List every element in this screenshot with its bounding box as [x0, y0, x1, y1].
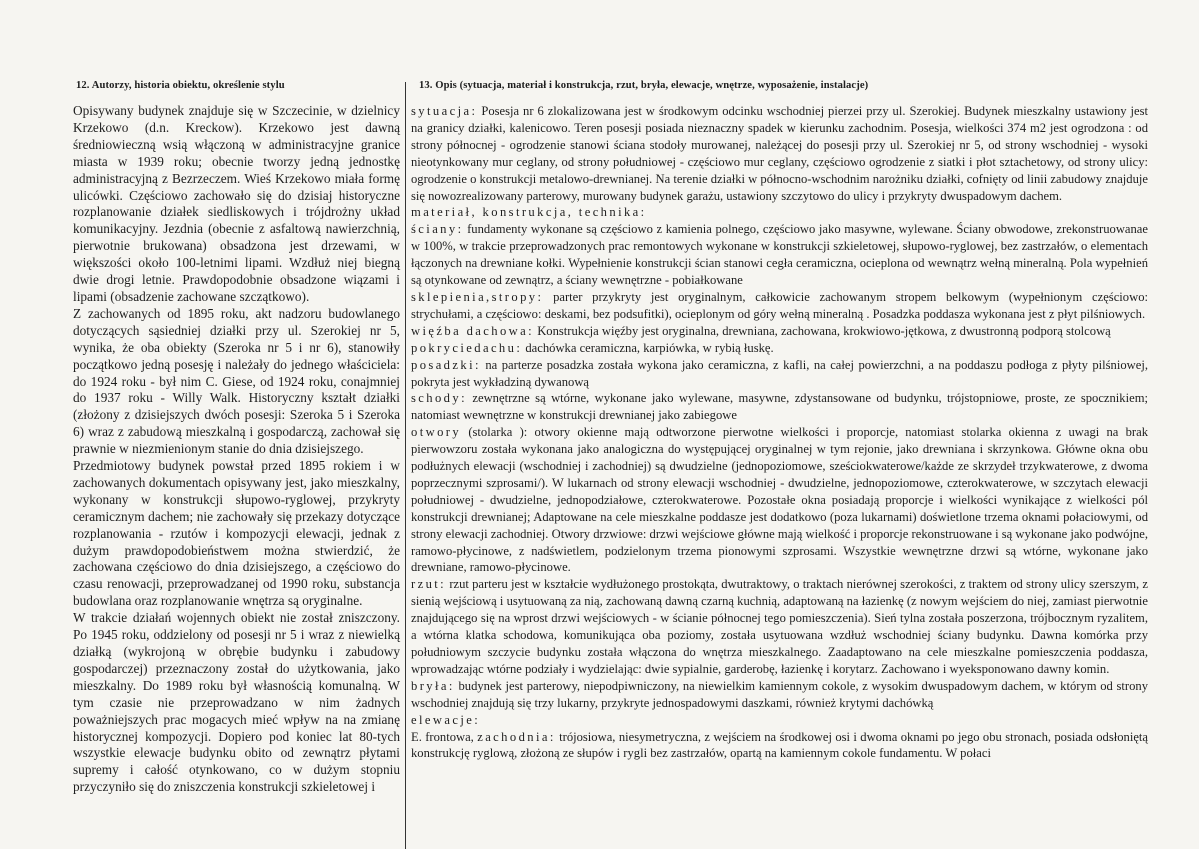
description-paragraph — [411, 289, 1148, 323]
description-paragraph — [411, 712, 1148, 729]
sytuacja-label: sytuacja: — [411, 104, 478, 118]
sciany-text: fundamenty wykonane są częściowo z kamienia polnego, częściowo jako masywne, wylewane. Ściany obwodowe, zrekonstruowanae w 100%, w trakcie przeprowadzonych prac remontowych wykonane w konstrukcji szkieletowej, słupowo-ryglowej, bez zastrzałów, o elementach łączonych na drewniane kołki. Wypełnienie konstrukcji ścian stanowi cegła ceramiczna, ocieplona od wewnątrz wełną mineralną. Pola wypełnień są otynkowane od zewnątrz, a ściany wewnętrzne - pobiałkowane — [411, 222, 1148, 288]
bryla-label: bryła: — [411, 678, 455, 693]
bryla-text: budynek jest parterowy, niepodpiwniczony, na niewielkim kamiennym cokole, z wysokim dwuspadowym dachem, w którym od strony wschodniej znajdują się trzy lukarny, przykryte jednospadowymi daszkami, również krytymi dachówką — [411, 678, 1148, 710]
description-text — [411, 103, 1148, 762]
schody-text: zewnętrzne są wtórne, wykonane jako wylewane, masywne, zdystansowane od budynku, trójstopniowe, proste, ze spocznikiem; natomiast wewnętrzne w konstrukcji drewnianej jako zabiegowe — [411, 391, 1148, 423]
sciany-label: ściany: — [411, 222, 464, 237]
description-paragraph — [411, 204, 1148, 221]
wiezba-label: więźba dachowa: — [411, 323, 535, 338]
schody-label: schody: — [411, 391, 467, 406]
history-paragraph: W trakcie działań wojennych obiekt nie został zniszczony. Po 1945 roku, oddzielony od posesji nr 5 i wraz z niewielką działką (wykrojoną w obrębie budynku i zabudowy gospodarczej) przeznaczony został do użytkowania, jako mieszkalny. Do 1989 roku był własnością komunalną. W tym czasie nie przeprowadzano w nim żadnych poważniejszych prac mogacych mieć wpływ na na zmianę historycznej kompozycji. Dopiero pod koniec lat 80-tych wszystkie elewacje budynku obito od zewnątrz płytami supremy i całość otynkowano, co w dużym stopniu przyczyniło się do zniszczenia konstrukcji szkieletowej i — [73, 610, 400, 795]
description-paragraph — [411, 103, 1148, 204]
history-paragraph: Opisywany budynek znajduje się w Szczecinie, w dzielnicy Krzekowo (d.n. Kreckow). Krzekowo jest dawną średniowieczną wsią włączoną w administracyjne granice miasta w 1939 roku; obecnie tworzy jedną jednostkę administracyjną z Bezrzeczem. Wieś Krzekowo miała formę ulicówki. Częściowo zachowało się do dzisiaj historyczne rozplanowanie działek siedliskowych i trójdrożny układ komunikacyjny. Jezdnia (obecnie z asfaltową nawierzchnią, pierwotnie brukowana) obsadzona jest drzewami, w większości około 100-letnimi lipami. Wzdłuż niej biegną dwie drogi letnie. Prawdopodobnie obsadzone wiązami i lipami (obsadzenie zachowane szczątkowo). — [73, 103, 400, 304]
description-paragraph — [411, 323, 1148, 340]
rzut-label: rzut: — [411, 577, 447, 592]
history-paragraph: Z zachowanych od 1895 roku, akt nadzoru budowlanego dotyczących sąsiedniej działki przy ul. Szerokiej nr 5, wynika, że oba obiekty (Szeroka nr 5 i nr 6), stanowiły początkowo jedną posesję i należały do jednego właściciela: do 1924 roku - był nim C. Giese, od 1924 roku, conajmniej do 1937 roku - Willy Walk. Historyczny kształt działki (złożony z dzisiejszych dwóch posesji: Szeroka 5 i Szeroka 6) wraz z zabudową mieszkalną i gospodarczą, zachował się prawnie w niezmienionym stanie do dnia dzisiejszego. — [73, 305, 400, 457]
description-paragraph — [411, 678, 1148, 712]
sytuacja-text: Posesja nr 6 zlokalizowana jest w środkowym odcinku wschodniej pierzei przy ul. Szerokiej. Budynek mieszkalny ustawiony jest na granicy działki, kalenicowo. Teren posesji posiada nieznaczny spadek w kierunku zachodnim. Posesja, wielkości 374 m2 jest ogrodzona : od strony północnej - ogrodzenie stanowi ściana stodoły murowanej, należącej do posesji przy ul. Szerokiej nr 5, od strony wschodniej - wysoki nieotynkowany mur ceglany, od strony południowej - częściowo mur ceglany, częściowo ogrodzenie z siatki i płot sztachetowy, od strony ulicy: ogrodzenie o konstrukcji metalowo-drewnianej. Na terenie działki w północno-wschodnim narożniku działki, cofnięty od linii zabudowy znajduje się nowozrealizowany parterowy, murowany budynek garażu, ustawiony szczytowo do ulicy i przykryty dwuspadowym dachem. — [411, 104, 1148, 203]
sklepienia-text: parter przykryty jest oryginalnym, całkowicie zachowanym stropem belkowym (wypełnionym częściowo: strychułami, a częściowo: deskami, bez podsufitki), ocieplonym od góry wełną mineralną . Posadzka poddasza wykonana jest z płyt pilśniowych. — [411, 289, 1148, 321]
description-paragraph — [411, 576, 1148, 677]
frontowa-prefix: E. frontowa, — [411, 729, 478, 744]
pokrycie-label: pokryciedachu: — [411, 340, 523, 355]
right-column — [412, 80, 1148, 762]
description-paragraph — [411, 340, 1148, 357]
elewacje-label: elewacje: — [411, 712, 481, 727]
section-12-heading: 12. Autorzy, historia obiektu, określenie stylu — [76, 80, 285, 91]
zachodnia-label: zachodnia: — [477, 729, 556, 744]
otwory-label: otwory — [411, 425, 462, 440]
history-text — [73, 103, 400, 796]
history-paragraph: Przedmiotowy budynek powstał przed 1895 rokiem i w zachowanych dokumentach opisywany jest, jako mieszkalny, wykonany w konstrukcji słupowo-ryglowej, przykryty ceramicznym dachem; nie zachowały się przekazy dotyczące rozplanowania - rzutów i kompozycji elewacji, jednak z dużym prawdopodobieństwem można stwierdzić, że zachowana częściowo do dnia dzisiejszego, a częściowo do czasu renowacji, przeprowadzanej od 1990 roku, substancja budowlana oraz rozplanowanie wnętrza są oryginalne. — [73, 458, 400, 609]
zachodnia-text: trójosiowa, niesymetryczna, z wejściem na środkowej osi i dwoma oknami po jego obu stronach, posiada odsłoniętą konstrukcję ryglową, złożoną ze słupów i rygli bez zastrzałów, opartą na kamiennym cokole fundamentu. W połaci — [411, 729, 1148, 761]
material-label: materiał, konstrukcja, technika: — [411, 205, 647, 220]
rzut-text: rzut parteru jest w kształcie wydłużonego prostokąta, dwutraktowy, o traktach nierównej szerokości, z traktem od strony ulicy szerszym, z sienią wejściową i usytuowaną za nią, zachowaną dawną czarną kuchnią, adaptowaną na łazienkę (z nowym wejściem do niej, zamiast pierwotnie znajdującego się na wprost drzwi wejściowych - w ścianie północnej tego pomieszczenia). Sień tylna została poszerzona, trójbocznym ryzalitem, a wtórna klatka schodowa, komunikująca oba poziomy, została usytuowana wzdłuż wschodniej ściany budynku. Dawna komórka przy południowym szczycie budynku została włączona do wnętrza mieszkalnego. Zaadaptowano na cele mieszkalne pomieszczenia poddasza, wprowadzając wtórne podziały i wydzielając: dwie sypialnie, garderobę, łazienkę i korytarz. Zachowano i wyeksponowano dawny komin. — [411, 577, 1148, 676]
column-divider — [405, 82, 406, 849]
description-paragraph — [411, 729, 1148, 763]
description-paragraph — [411, 357, 1148, 391]
posadzki-label: posadzki: — [411, 357, 481, 372]
sklepienia-label: sklepienia,stropy: — [411, 289, 544, 304]
description-paragraph — [411, 221, 1148, 289]
wiezba-text: Konstrukcja więźby jest oryginalna, drewniana, zachowana, krokwiowo-jętkowa, z dwustronną podporą stolcową — [534, 323, 1111, 338]
pokrycie-text: dachówka ceramiczna, karpiówka, w rybią łuskę. — [522, 340, 774, 355]
description-paragraph — [411, 424, 1148, 576]
left-column — [68, 80, 400, 796]
posadzki-text: na parterze posadzka została wykona jako ceramiczna, z kafli, na całej powierzchni, a na poddaszu podłoga z płyty pilśniowej, pokryta jest wykładziną dywanową — [411, 357, 1148, 389]
section-13-heading: 13. Opis (sytuacja, materiał i konstrukcja, rzut, bryła, elewacje, wnętrze, wyposażenie, instalacje) — [419, 80, 869, 91]
otwory-text: (stolarka ): otwory okienne mają odtworzone pierwotne wielkości i proporcje, natomiast stolarka okienna z uwagi na brak pierwowzoru została wykonana jako analogiczna do występującej oryginalnej w tym rejonie, jako drewniana i skrzynkowa. Główne okna obu podłużnych elewacji (wschodniej i zachodniej) są dwudzielne (jednopoziomowe, sześciokwaterowe/każde ze skrzydeł trzykwaterowe, z dwoma poprzecznymi szprosami/). W lukarnach od strony elewacji wschodniej - dwudzielne, jednopoziomowe, czterokwaterowe, w szczytach elewacji południowej - dwudzielne, jednopodziałowe, czterokwaterowe. Pozostałe okna posiadają proporcje i wielkości wynikające z wielkości pól konstrukcji drewnianej; Adaptowane na cele mieszkalne poddasze jest dodatkowo (poza lukarnami) doświetlone trzema oknami połaciowymi, od strony elewacji zachodniej. Otwory drzwiowe: drzwi wejściowe główne mają wielkość i proporcje rekonstruowane i są wykonane jako podwójne, ramowo-płycinowe, z nadświetlem, podzielonym trzema pionowymi szprosami. Wszystkie wewnętrzne drzwi są wtórne, wykonane jako drewniane, ramowo-płycinowe. — [411, 425, 1148, 575]
description-paragraph — [411, 390, 1148, 424]
